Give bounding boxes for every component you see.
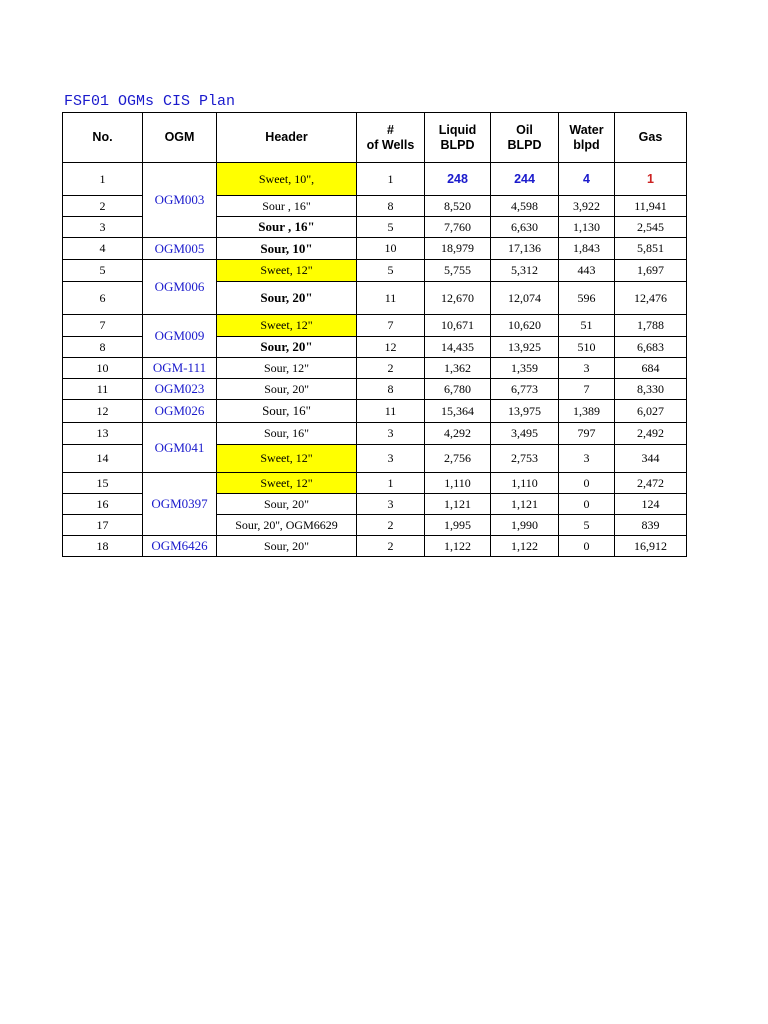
cell-no: 3	[63, 217, 143, 238]
col-header-gas: Gas	[615, 113, 687, 163]
cell-liquid: 14,435	[425, 337, 491, 358]
cell-no: 6	[63, 282, 143, 315]
cell-liquid: 15,364	[425, 400, 491, 423]
cell-water: 0	[559, 473, 615, 494]
cell-no: 13	[63, 423, 143, 445]
cell-wells: 3	[357, 445, 425, 473]
cell-liquid: 5,755	[425, 260, 491, 282]
cell-header: Sweet, 12"	[217, 445, 357, 473]
cell-liquid: 248	[425, 163, 491, 196]
cell-gas: 1	[615, 163, 687, 196]
cell-oil: 244	[491, 163, 559, 196]
table-row	[63, 163, 687, 196]
cell-no: 10	[63, 358, 143, 379]
cell-wells: 3	[357, 423, 425, 445]
cell-no: 18	[63, 536, 143, 557]
cell-header: Sweet, 12"	[217, 260, 357, 282]
cell-water: 0	[559, 536, 615, 557]
cell-wells: 3	[357, 494, 425, 515]
cell-oil: 1,990	[491, 515, 559, 536]
cell-header: Sour, 20''	[217, 379, 357, 400]
cell-oil: 1,359	[491, 358, 559, 379]
cell-ogm: OGM6426	[143, 536, 217, 557]
cell-ogm: OGM026	[143, 400, 217, 423]
cell-liquid: 8,520	[425, 196, 491, 217]
cell-gas: 5,851	[615, 238, 687, 260]
cell-header: Sour, 20"	[217, 337, 357, 358]
cell-no: 8	[63, 337, 143, 358]
cell-no: 16	[63, 494, 143, 515]
cell-ogm: OGM023	[143, 379, 217, 400]
cell-wells: 11	[357, 400, 425, 423]
cell-header: Sour, 12"	[217, 358, 357, 379]
cell-ogm: OGM-111	[143, 358, 217, 379]
cell-oil: 2,753	[491, 445, 559, 473]
col-header-liquid: Liquid BLPD	[425, 113, 491, 163]
cell-oil: 13,975	[491, 400, 559, 423]
cell-oil: 10,620	[491, 315, 559, 337]
table-row	[63, 238, 687, 260]
cell-oil: 5,312	[491, 260, 559, 282]
cell-wells: 8	[357, 379, 425, 400]
col-header-header: Header	[217, 113, 357, 163]
cell-water: 1,389	[559, 400, 615, 423]
cell-no: 17	[63, 515, 143, 536]
cell-liquid: 1,362	[425, 358, 491, 379]
cell-liquid: 1,122	[425, 536, 491, 557]
cell-gas: 16,912	[615, 536, 687, 557]
cell-gas: 1,697	[615, 260, 687, 282]
cell-gas: 2,492	[615, 423, 687, 445]
cell-oil: 3,495	[491, 423, 559, 445]
header-row	[63, 113, 687, 163]
cell-header: Sweet, 12"	[217, 473, 357, 494]
table-row	[63, 423, 687, 445]
table-row	[63, 315, 687, 337]
cell-no: 11	[63, 379, 143, 400]
cell-oil: 1,121	[491, 494, 559, 515]
cell-wells: 5	[357, 260, 425, 282]
cis-plan-table	[62, 112, 687, 557]
cell-gas: 11,941	[615, 196, 687, 217]
cell-header: Sour, 10"	[217, 238, 357, 260]
col-header-ogm: OGM	[143, 113, 217, 163]
cell-ogm: OGM006	[143, 260, 217, 315]
cell-wells: 2	[357, 358, 425, 379]
cell-gas: 124	[615, 494, 687, 515]
cell-wells: 8	[357, 196, 425, 217]
cell-liquid: 1,121	[425, 494, 491, 515]
cell-wells: 2	[357, 515, 425, 536]
cell-liquid: 7,760	[425, 217, 491, 238]
cell-water: 4	[559, 163, 615, 196]
cell-header: Sour, 20'', OGM6629	[217, 515, 357, 536]
cell-oil: 1,110	[491, 473, 559, 494]
cell-wells: 10	[357, 238, 425, 260]
cell-header: Sour , 16"	[217, 196, 357, 217]
cell-gas: 12,476	[615, 282, 687, 315]
cell-no: 15	[63, 473, 143, 494]
cell-no: 4	[63, 238, 143, 260]
cell-water: 3	[559, 358, 615, 379]
cell-gas: 839	[615, 515, 687, 536]
cell-gas: 1,788	[615, 315, 687, 337]
cell-header: Sour, 16"	[217, 400, 357, 423]
cell-liquid: 1,995	[425, 515, 491, 536]
cell-liquid: 1,110	[425, 473, 491, 494]
cell-ogm: OGM041	[143, 423, 217, 473]
cell-water: 7	[559, 379, 615, 400]
cell-gas: 6,027	[615, 400, 687, 423]
cell-water: 443	[559, 260, 615, 282]
cell-water: 3,922	[559, 196, 615, 217]
cell-wells: 7	[357, 315, 425, 337]
cell-ogm: OGM005	[143, 238, 217, 260]
col-header-no: No.	[63, 113, 143, 163]
cell-oil: 4,598	[491, 196, 559, 217]
cell-gas: 2,472	[615, 473, 687, 494]
cell-header: Sour, 20"	[217, 536, 357, 557]
cell-water: 3	[559, 445, 615, 473]
col-header-wells: # of Wells	[357, 113, 425, 163]
cell-water: 1,843	[559, 238, 615, 260]
table-row	[63, 536, 687, 557]
cell-liquid: 12,670	[425, 282, 491, 315]
cell-oil: 6,630	[491, 217, 559, 238]
cell-header: Sour, 20"	[217, 282, 357, 315]
cell-header: Sour , 16"	[217, 217, 357, 238]
cell-liquid: 6,780	[425, 379, 491, 400]
cell-water: 797	[559, 423, 615, 445]
cell-no: 7	[63, 315, 143, 337]
cell-no: 2	[63, 196, 143, 217]
cell-wells: 1	[357, 163, 425, 196]
table-row	[63, 260, 687, 282]
cell-liquid: 18,979	[425, 238, 491, 260]
cell-water: 1,130	[559, 217, 615, 238]
cell-ogm: OGM0397	[143, 473, 217, 536]
cell-wells: 5	[357, 217, 425, 238]
cell-oil: 12,074	[491, 282, 559, 315]
cell-gas: 6,683	[615, 337, 687, 358]
cell-water: 51	[559, 315, 615, 337]
cell-header: Sweet, 10",	[217, 163, 357, 196]
cell-liquid: 4,292	[425, 423, 491, 445]
cell-liquid: 2,756	[425, 445, 491, 473]
cell-liquid: 10,671	[425, 315, 491, 337]
cell-no: 5	[63, 260, 143, 282]
cell-no: 14	[63, 445, 143, 473]
cell-wells: 11	[357, 282, 425, 315]
cell-gas: 2,545	[615, 217, 687, 238]
cell-no: 1	[63, 163, 143, 196]
cell-oil: 17,136	[491, 238, 559, 260]
cell-water: 510	[559, 337, 615, 358]
cell-water: 0	[559, 494, 615, 515]
cell-gas: 8,330	[615, 379, 687, 400]
cell-header: Sweet, 12"	[217, 315, 357, 337]
table-row	[63, 473, 687, 494]
cell-gas: 684	[615, 358, 687, 379]
cell-gas: 344	[615, 445, 687, 473]
cell-wells: 12	[357, 337, 425, 358]
cell-header: Sour, 20"	[217, 494, 357, 515]
table-row	[63, 400, 687, 423]
cell-water: 596	[559, 282, 615, 315]
col-header-oil: Oil BLPD	[491, 113, 559, 163]
col-header-water: Water blpd	[559, 113, 615, 163]
table-row	[63, 379, 687, 400]
cell-wells: 2	[357, 536, 425, 557]
cell-ogm: OGM009	[143, 315, 217, 358]
cell-oil: 13,925	[491, 337, 559, 358]
cell-header: Sour, 16"	[217, 423, 357, 445]
cell-no: 12	[63, 400, 143, 423]
cell-wells: 1	[357, 473, 425, 494]
page-title: FSF01 OGMs CIS Plan	[64, 93, 236, 110]
cell-oil: 6,773	[491, 379, 559, 400]
cell-oil: 1,122	[491, 536, 559, 557]
cell-ogm: OGM003	[143, 163, 217, 238]
table-row	[63, 358, 687, 379]
cell-water: 5	[559, 515, 615, 536]
